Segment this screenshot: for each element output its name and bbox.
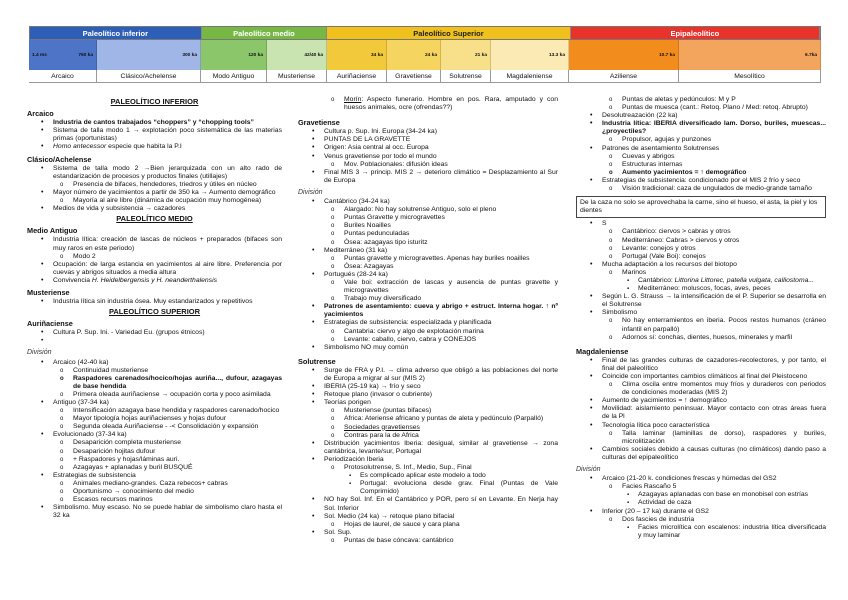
list-item: • Desolutreazación (22 ka) — [576, 112, 826, 120]
list-item: • Mediterráneo (31 ka) — [298, 247, 558, 255]
list-item: o Levante: caballo, ciervo, cabra y CONEJOS — [298, 336, 558, 344]
bullet-list — [27, 329, 282, 345]
date-band: 21 ka — [441, 40, 491, 70]
list-item: o No hay enterramientos en iberia. Pocos restos humanos (cráneo infantil en parpalló) — [576, 317, 826, 333]
list-item: • S — [576, 220, 826, 228]
date-band: 6.7ka — [679, 40, 821, 70]
list-item: o Puntas Gravette y microgravettes — [298, 214, 558, 222]
list-item: o Hojas de laurel, de sauce y cara plana — [298, 521, 558, 529]
list-item: • Cantábrico (34-24 ka) — [298, 198, 558, 206]
list-item: • Teorías porigen — [298, 399, 558, 407]
bullet-list — [27, 165, 282, 214]
list-item: • Industria lítica: creación de lascas de núcleos + preparados (bifaces son muy raros en este periodo) — [27, 236, 282, 252]
list-item: • Estrategias de subsistencia: especializada y planificada — [298, 319, 558, 327]
list-item: o Musteriense (puntas bifaces) — [298, 407, 558, 415]
list-item: • Distribución yacimientos Iberia: desigual, similar al gravetiense → zona cantábrica, levante/sur, Portugal — [298, 440, 558, 456]
culture-label: Aziliense — [569, 70, 679, 82]
list-item: • Homo antecessor especie que habita la P.I — [27, 143, 282, 151]
list-item: • Inferior (20 – 17 ka) durante el GS2 — [576, 508, 826, 516]
bullet-list — [576, 357, 826, 462]
list-item: o Desaparición hojitas dufour — [27, 448, 282, 456]
date-band: 13.3 ka — [491, 40, 569, 70]
list-item: ▪ Portugal: evolucíona desde grav. Final (Puntas de Vale Comprimido) — [298, 480, 558, 496]
list-item: ▪ Facies microlítica con escalenos: industria lítica diversificada y muy laminar — [576, 524, 826, 540]
list-item: • Simbolismo. Muy escaso. No se puede hablar de simbolismo claro hasta el 32 ka — [27, 504, 282, 520]
list-item: • Estrategias de subsistencia: condicionado por el MIS 2 frío y seco — [576, 177, 826, 185]
list-item: o Africa: Ateriense africano y puntas de aleta y pedúnculo (Parpalló) — [298, 415, 558, 423]
subsection-title: Auriñaciense — [27, 319, 73, 329]
bullet-list — [27, 119, 282, 151]
list-item: • Industria lítica: IBERIA diversificado lam. Dorso, buriles, muescas... ¿proyectiles? — [576, 120, 826, 136]
division-label: División — [27, 349, 52, 357]
list-item: ▪ Actividad de caza — [576, 499, 826, 507]
subsection-title: Clásico/Achelense — [27, 154, 92, 164]
culture-label: Magdaleniense — [491, 70, 569, 82]
date-band: 10.7 ka — [569, 40, 679, 70]
period-superior: Paleolítico Superior — [327, 27, 570, 39]
date-band: 1.4 ms 760 ka — [29, 40, 97, 70]
list-item: o Contras para la de Africa — [298, 432, 558, 440]
list-item: ▪ Azagayas aplanadas con base en monobisel con estrías — [576, 491, 826, 499]
list-item: o Primera oleada auriñaciense → ocupación corta y poco asimilada — [27, 391, 282, 399]
list-item: • Portugués (28-24 ka) — [298, 271, 558, 279]
list-item: o Puntas de aletas y pedúnculos: M y P — [576, 96, 826, 104]
list-item: o Intensificación azagaya base hendida y raspadores carenado/hocico — [27, 407, 282, 415]
bullet-list — [298, 128, 558, 185]
list-item: o Dos fascies de industria — [576, 516, 826, 524]
list-item: • Arcaico (21-20 k. condiciones frescas y húmedas del GS2 — [576, 475, 826, 483]
list-item: o Raspadores carenados/hocico/hojas auriña..., dufour, azagayas de base hendida — [27, 375, 282, 391]
list-item: o Sociedades gravetienses — [298, 424, 558, 432]
subsection-title: Solutrense — [298, 356, 336, 366]
list-item: • Estrategias de subsistencia — [27, 472, 282, 480]
list-item: • Final de las grandes culturas de cazadores-recolectores, y por tanto, el final del paleolítico — [576, 357, 826, 373]
list-item: o Propulsor, agujas y punzones — [576, 136, 826, 144]
list-item: o Clima oscila entre momentos muy fríos y duraderos con periodos de condiciones moderadas (MIS 2) — [576, 381, 826, 397]
list-item: o Presencia de bifaces, hendedores, triedros y útiles en núcleo — [27, 181, 282, 189]
list-item: o Puntas de muesca (cant.: Retoq. Plano / Med: retoq. Abrupto) — [576, 104, 826, 112]
list-item: o Animales mediano-grandes. Caza rebecos+ cabras — [27, 480, 282, 488]
list-item: o Morín: Aspecto funerario. Hombre en pos. Rara, amputado y con huesos animales, ocre (ofrendas??) — [298, 96, 558, 112]
list-item: ▪ Mediterráneo: moluscos, focas, aves, peces — [576, 285, 826, 293]
subsection-title: Arcaico — [27, 109, 54, 119]
list-item: • Industria de cantos trabajados “choppers” y “chopping tools” — [27, 119, 282, 127]
bullet-list — [576, 96, 826, 193]
list-item: o Puntas gravette y microgravettes. Apenas hay buriles noailles — [298, 255, 558, 263]
list-item: • Sistema de talla modo 1 → explotación poco sistemática de las materias primas (oportunistas) — [27, 127, 282, 143]
list-item: ▪ Es complicado aplicar este modelo a todo — [298, 472, 558, 480]
list-item: • Patrones de asentamiento: cueva y abrigo + estruct. Interna hogar. ↑ nº yacimientos — [298, 303, 558, 319]
list-item: • Surge de FRA y P.I. → clima adverso que obligó a las poblaciones del norte de Europa a migrar al sur (MIS 2) — [298, 367, 558, 383]
period-epipaleolitico: Epipaleolítico — [571, 27, 820, 39]
note-box: De la caza no solo se aprovechaba la carne, sino el hueso, el asta, la piel y los dientes — [576, 196, 826, 218]
list-item: o Visión tradicional: caza de ungulados de medio-grande tamaño — [576, 185, 826, 193]
list-item: • Patrones de asentamiento Solutrenses — [576, 145, 826, 153]
list-item: • Origen: Asia central al occ. Europa — [298, 144, 558, 152]
list-item-empty — [27, 337, 282, 345]
column-3 — [576, 96, 826, 540]
list-item: o Portugal (Vale Boi): conejos — [576, 253, 826, 261]
section-title: PALEOLÍTICO INFERIOR — [110, 97, 199, 106]
list-item: • Aumento de yacimientos = ↑ demográfico — [576, 397, 826, 405]
bullet-list — [27, 359, 282, 521]
list-item: o Protosolutrense, S. Inf., Medio, Sup., Final — [298, 464, 558, 472]
section-title: PALEOLÍTICO SUPERIOR — [108, 307, 201, 317]
list-item: • Mucha adaptación a los recursos del biotopo — [576, 261, 826, 269]
list-item: • Ocupación: de larga estancia en yacimientos al aire libre. Preferencia por cuevas y abrigos situados a media altura — [27, 261, 282, 277]
timeline-periods — [29, 26, 821, 40]
culture-label: Clásico/Achelense — [97, 70, 201, 82]
timeline-cultures — [29, 70, 821, 83]
list-item: • Coincide con importantes cambios climáticos al final del Pleistoceno — [576, 373, 826, 381]
period-medio: Paleolítico medio — [202, 27, 328, 39]
list-item: o Puntas pedunculadas — [298, 230, 558, 238]
date-band: 34 ka — [327, 40, 387, 70]
bullet-list — [298, 198, 558, 352]
timeline-dates — [29, 40, 821, 70]
bullet-list — [298, 96, 558, 112]
list-item: ▪ Cantábrico: Littorina Littorec, patella vulgata, calliostoma... — [576, 277, 826, 285]
list-item: • Simbolismo NO muy común — [298, 344, 558, 352]
list-item: o Marinos — [576, 269, 826, 277]
list-item: o Cantabria: ciervo y algo de explotación marina — [298, 328, 558, 336]
bullet-list — [27, 236, 282, 285]
list-item: o Segunda oleada Auriñaciense - -< Consolidación y expansión — [27, 423, 282, 431]
list-item: o Mediterráneo: Cabras > ciervos y otros — [576, 237, 826, 245]
list-item: o Adornos sí: conchas, dientes, huesos, minerales y marfil — [576, 334, 826, 342]
list-item: o Continuidad musteriense — [27, 367, 282, 375]
division-label: División — [298, 188, 323, 196]
section-title: PALEOLÍTICO MEDIO — [116, 214, 193, 224]
list-item: • Industria lítica sin industria ósea. Muy estandarizados y repetitivos — [27, 298, 282, 306]
division-label: División — [576, 466, 601, 474]
culture-label: Solutrense — [441, 70, 491, 82]
list-item: • Cambios sociales debido a causas culturas (no climáticos) dando paso a culturas del epipaleolítico — [576, 446, 826, 462]
list-item: o Facies Rascaño 5 — [576, 483, 826, 491]
list-item: • Tecnología lítica poco característica — [576, 422, 826, 430]
list-item: • Evolucionado (37-34 ka) — [27, 431, 282, 439]
list-item: • Movilidad: aislamiento peninsuar. Mayor contacto con otras áreas fuera de la Pl — [576, 405, 826, 421]
list-item: • Según L. G. Strauss → la intensificación de el P. Superior se desarrolla en el Solutrense — [576, 293, 826, 309]
list-item: • Sistema de talla modo 2 →Bien jerarquizada con un alto rado de estandarización de procesos y productos finales (utillajes) — [27, 165, 282, 181]
list-item: o Trabajo muy diversificado — [298, 295, 558, 303]
list-item: o Ósea: azagayas tipo isturitz — [298, 239, 558, 247]
list-item: o Estructuras internas — [576, 161, 826, 169]
subsection-title: Gravetiense — [298, 118, 340, 128]
list-item: o Puntas de base cóncava: cantábrico — [298, 537, 558, 545]
culture-label: Mesolítico — [679, 70, 821, 82]
list-item: o Ósea: Azagayas — [298, 263, 558, 271]
list-item: • Periodización Iberia — [298, 456, 558, 464]
list-item: o Azagayas + aplanadas y buril BUSQUÉ — [27, 464, 282, 472]
subsection-title: Magdaleniense — [576, 346, 629, 356]
period-inferior: Paleolítico inferior — [30, 27, 202, 39]
list-item: o Mayoría al aire libre (dinámica de ocupación muy homogénea) — [27, 197, 282, 205]
subsection-title: Musteriense — [27, 287, 70, 297]
list-item: o Mayor tipología hojas auriñacienses y hojas dufour — [27, 415, 282, 423]
list-item: o Oportunismo → conocimiento del medio — [27, 488, 282, 496]
list-item: o Levante: conejos y otros — [576, 245, 826, 253]
list-item: o Aumento yacimientos = ↑ demográfico — [576, 169, 826, 177]
list-item: • Final MIS 3 → princip. MIS 2 → deterioro climático = Desplazamiento al Sur de Europa — [298, 169, 558, 185]
list-item: o Modo 2 — [27, 253, 282, 261]
culture-label: Gravetiense — [387, 70, 441, 82]
bullet-list — [27, 298, 282, 306]
list-item: • NO hay Sol. Inf. En el Cantábrico y POR, pero sí en Levante. En Nerja hay Sol. Inferior — [298, 496, 558, 512]
list-item: o Escasos recursos marinos — [27, 496, 282, 504]
date-band: 24 ka — [387, 40, 441, 70]
timeline-chart — [29, 26, 821, 84]
list-item: o Vale boi: extracción de lascas y ausencia de puntas gravette y microgravettes — [298, 279, 558, 295]
list-item: • Cultura p. Sup. Ini. Europa (34-24 ka) — [298, 128, 558, 136]
list-item: • PUNTAS DE LA GRAVETTE — [298, 136, 558, 144]
list-item: • Sol. Sup. — [298, 529, 558, 537]
list-item: • Simbolismo — [576, 309, 826, 317]
list-item: • Medios de vida y subsistencia → cazadores — [27, 205, 282, 213]
list-item: • Convivencia H. Heidelbergensis y H. neanderthalensis — [27, 277, 282, 285]
list-item: • Cultura P. Sup. Ini. - Variedad Eu. (grupos étnicos) — [27, 329, 282, 337]
bullet-list — [576, 220, 826, 341]
list-item: • Retoque plano (invasor o cubriente) — [298, 391, 558, 399]
column-2 — [298, 96, 558, 545]
date-band: 300 ka — [97, 40, 201, 70]
list-item: • Venus gravetiense por todo el mundo — [298, 153, 558, 161]
list-item: • IBERIA (25-19 ka) → frío y seco — [298, 383, 558, 391]
culture-label: Modo Antiguo — [201, 70, 267, 82]
culture-label: Musteriense — [267, 70, 327, 82]
list-item: o + Raspadores y hojas/láminas auri. — [27, 456, 282, 464]
list-item: o Alargado: No hay solutrense Antiguo, solo el pleno — [298, 206, 558, 214]
column-1 — [27, 96, 282, 520]
list-item: o Talla laminar (laminillas de dorso), raspadores y buriles, microlitización — [576, 430, 826, 446]
culture-label: Auriñaciense — [327, 70, 387, 82]
bullet-list — [576, 475, 826, 540]
culture-label: Arcaico — [29, 70, 97, 82]
subsection-title: Medio Antiguo — [27, 226, 78, 236]
list-item: o Mov. Poblacionales: difusión ideas — [298, 161, 558, 169]
date-band: 42/40 ka — [267, 40, 327, 70]
list-item: • Antiguo (37-34 ka) — [27, 399, 282, 407]
date-band: 120 ka — [201, 40, 267, 70]
list-item: • Sol. Medio (24 ka) → retoque plano bifacial — [298, 513, 558, 521]
list-item: • Mayor número de yacimientos a partir de 350 ka → Aumento demográfico — [27, 189, 282, 197]
list-item: o Cantábrico: ciervos > cabras y otros — [576, 228, 826, 236]
bullet-list — [298, 367, 558, 545]
list-item: o Desaparición completa musteriense — [27, 439, 282, 447]
list-item: o Cuevas y abrigos — [576, 153, 826, 161]
list-item: o Buriles Noailles — [298, 222, 558, 230]
list-item: • Arcaico (42-40 ka) — [27, 359, 282, 367]
